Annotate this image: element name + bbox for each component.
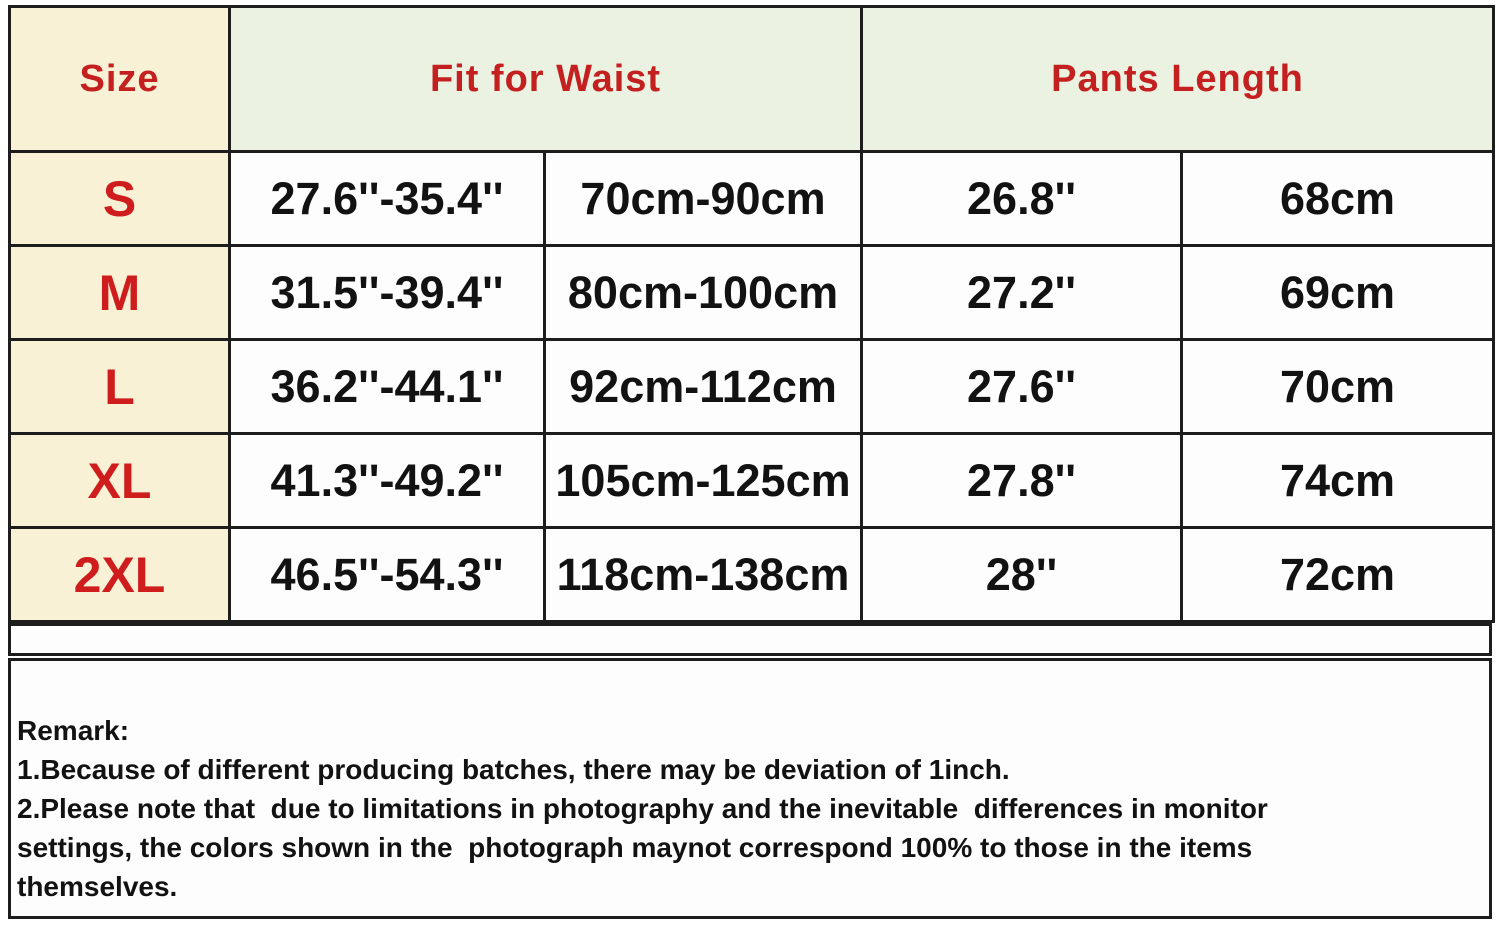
size-chart-table xyxy=(8,5,1495,623)
waist-inches-cell: 27.6''-35.4'' xyxy=(230,152,545,246)
length-inches-cell: 26.8'' xyxy=(862,152,1182,246)
table-row-s xyxy=(10,152,1494,246)
size-label: 2XL xyxy=(10,528,230,622)
waist-inches-cell: 36.2''-44.1'' xyxy=(230,340,545,434)
length-inches-cell: 27.8'' xyxy=(862,434,1182,528)
waist-cm-cell: 70cm-90cm xyxy=(545,152,862,246)
table-row-xl xyxy=(10,434,1494,528)
remark-box xyxy=(8,658,1492,919)
table-row-m xyxy=(10,246,1494,340)
table-row-2xl xyxy=(10,528,1494,622)
length-inches-cell: 27.6'' xyxy=(862,340,1182,434)
length-inches-cell: 27.2'' xyxy=(862,246,1182,340)
size-label: M xyxy=(10,246,230,340)
remark-line: 2.Please note that due to limitations in photography and the inevitable differences in monitor xyxy=(17,793,1268,824)
waist-inches-cell: 46.5''-54.3'' xyxy=(230,528,545,622)
header-row xyxy=(10,7,1494,152)
remark-title: Remark: xyxy=(17,715,130,746)
length-cm-cell: 72cm xyxy=(1182,528,1494,622)
remark-line: 1.Because of different producing batches, there may be deviation of 1inch. xyxy=(17,754,1010,785)
size-label: XL xyxy=(10,434,230,528)
empty-spacer-row xyxy=(8,623,1492,656)
waist-inches-cell: 41.3''-49.2'' xyxy=(230,434,545,528)
header-size: Size xyxy=(10,7,230,152)
remark-line: settings, the colors shown in the photograph maynot correspond 100% to those in the items xyxy=(17,832,1253,863)
length-cm-cell: 74cm xyxy=(1182,434,1494,528)
length-cm-cell: 68cm xyxy=(1182,152,1494,246)
waist-cm-cell: 92cm-112cm xyxy=(545,340,862,434)
length-cm-cell: 70cm xyxy=(1182,340,1494,434)
table-row-l xyxy=(10,340,1494,434)
size-label: L xyxy=(10,340,230,434)
length-inches-cell: 28'' xyxy=(862,528,1182,622)
size-label: S xyxy=(10,152,230,246)
header-fit-for-waist: Fit for Waist xyxy=(230,7,862,152)
remark-line: themselves. xyxy=(17,871,178,902)
length-cm-cell: 69cm xyxy=(1182,246,1494,340)
waist-cm-cell: 118cm-138cm xyxy=(545,528,862,622)
waist-inches-cell: 31.5''-39.4'' xyxy=(230,246,545,340)
header-pants-length: Pants Length xyxy=(862,7,1494,152)
waist-cm-cell: 80cm-100cm xyxy=(545,246,862,340)
waist-cm-cell: 105cm-125cm xyxy=(545,434,862,528)
